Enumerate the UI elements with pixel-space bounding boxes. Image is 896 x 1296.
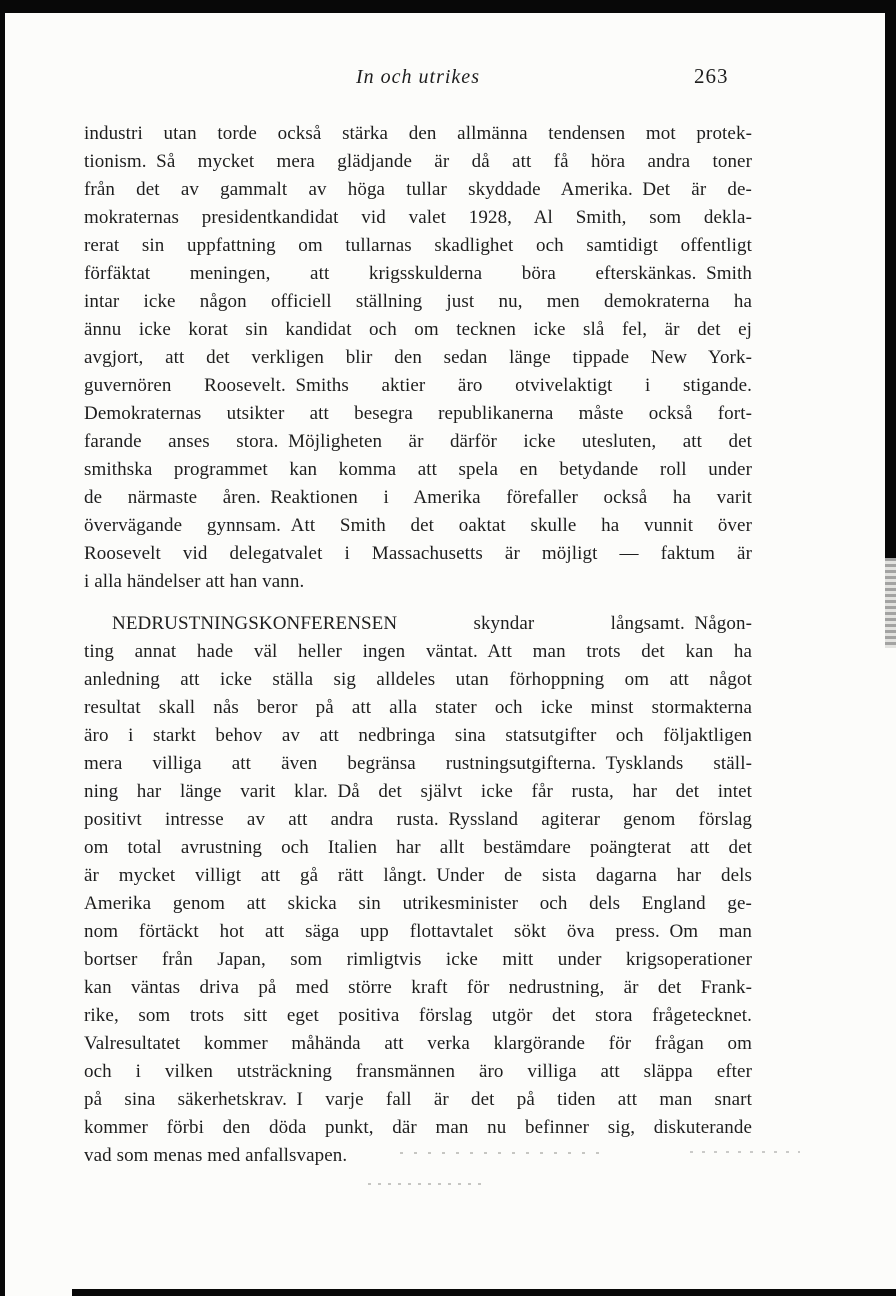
text-line: i alla händelser att han vann. — [84, 571, 305, 592]
scan-speck — [690, 1151, 800, 1153]
text-line: och i vilken utsträckning fransmännen äro villiga att släppa efter — [84, 1061, 752, 1082]
text-line: om total avrustning och Italien har allt bestämdare poängterat att det — [84, 837, 752, 858]
text-line: anledning att icke ställa sig alldeles utan förhoppning om att något — [84, 669, 752, 690]
scan-speck — [368, 1183, 488, 1185]
text-line: Roosevelt vid delegatvalet i Massachusetts är möjligt — faktum är — [84, 543, 752, 564]
scan-edge-top — [0, 0, 896, 13]
text-line: avgjort, att det verkligen blir den sedan länge tippade New York- — [84, 347, 752, 368]
text-line: de närmaste åren. Reaktionen i Amerika förefaller också ha varit — [84, 487, 752, 508]
page-header — [84, 66, 752, 96]
text-line: förfäktat meningen, att krigsskulderna böra efterskänkas. Smith — [84, 263, 752, 284]
text-line: vad som menas med anfallsvapen. — [84, 1145, 348, 1166]
text-line: NEDRUSTNINGSKONFERENSEN skyndar långsamt. Någon- — [112, 613, 752, 634]
text-line: på sina säkerhetskrav. I varje fall är det på tiden att man snart — [84, 1089, 752, 1110]
paragraph-politics — [84, 120, 752, 596]
text-line: Valresultatet kommer måhända att verka klargörande för frågan om — [84, 1033, 752, 1054]
text-line: Amerika genom att skicka sin utrikesminister och dels England ge- — [84, 893, 752, 914]
scan-speck — [400, 1152, 600, 1154]
text-line: kommer förbi den döda punkt, där man nu befinner sig, diskuterande — [84, 1117, 752, 1138]
text-line: farande anses stora. Möjligheten är därför icke utesluten, att det — [84, 431, 752, 452]
text-line: från det av gammalt av höga tullar skyddade Amerika. Det är de- — [84, 179, 752, 200]
text-line: ning har länge varit klar. Då det självt icke får rusta, har det intet — [84, 781, 752, 802]
text-line: bortser från Japan, som rimligtvis icke mitt under krigsoperationer — [84, 949, 752, 970]
scan-edge-bottom — [72, 1289, 896, 1296]
text-line: rike, som trots sitt eget positiva förslag utgör det stora frågetecknet. — [84, 1005, 752, 1026]
text-line: tionism. Så mycket mera glädjande är då att få höra andra toner — [84, 151, 752, 172]
running-title: In och utrikes — [356, 66, 480, 88]
page-number: 263 — [694, 64, 729, 88]
text-line: smithska programmet kan komma att spela en betydande roll under — [84, 459, 752, 480]
scan-edge-right — [885, 0, 896, 558]
scan-edge-left — [0, 0, 5, 1296]
text-line: mera villiga att även begränsa rustningsutgifterna. Tysklands ställ- — [84, 753, 752, 774]
text-line: mokraternas presidentkandidat vid valet 1928, Al Smith, som dekla- — [84, 207, 752, 228]
paragraph-disarmament-conference — [84, 610, 752, 1170]
text-line: industri utan torde också stärka den allmänna tendensen mot protek- — [84, 123, 752, 144]
text-line: ting annat hade väl heller ingen väntat. Att man trots det kan ha — [84, 641, 752, 662]
text-line: Demokraternas utsikter att besegra republikanerna måste också fort- — [84, 403, 752, 424]
text-line: är mycket villigt att gå rätt långt. Under de sista dagarna har dels — [84, 865, 752, 886]
text-line: ännu icke korat sin kandidat och om tecknen icke slå fel, är det ej — [84, 319, 752, 340]
text-line: nom förtäckt hot att säga upp flottavtalet sökt öva press. Om man — [84, 921, 752, 942]
text-line: resultat skall nås beror på att alla stater och icke minst stormakterna — [84, 697, 752, 718]
text-line: övervägande gynnsam. Att Smith det oaktat skulle ha vunnit över — [84, 515, 752, 536]
text-line: kan väntas driva på med större kraft för nedrustning, är det Frank- — [84, 977, 752, 998]
text-line: rerat sin uppfattning om tullarnas skadlighet och samtidigt offentligt — [84, 235, 752, 256]
text-line: äro i starkt behov av att nedbringa sina statsutgifter och följaktligen — [84, 725, 752, 746]
text-line: guvernören Roosevelt. Smiths aktier äro otvivelaktigt i stigande. — [84, 375, 752, 396]
text-line: positivt intresse av att andra rusta. Ryssland agiterar genom förslag — [84, 809, 752, 830]
text-line: intar icke någon officiell ställning just nu, men demokraterna ha — [84, 291, 752, 312]
body-text — [84, 120, 752, 1170]
